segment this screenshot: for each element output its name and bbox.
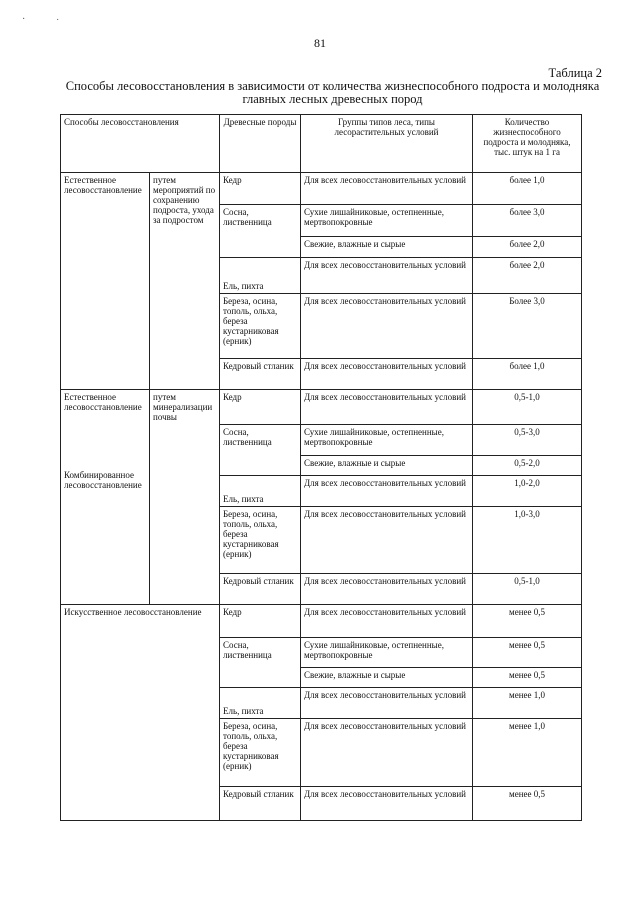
- species-cell: Ель, пихта: [220, 476, 301, 507]
- title-line-1: Способы лесовосстановления в зависимости от количества жизнеспособного подроста и молодняка: [65, 79, 600, 93]
- conditions-cell: Для всех лесовосстановительных условий: [301, 294, 473, 359]
- table-title: [60, 80, 605, 106]
- conditions-cell: Для всех лесовосстановительных условий: [301, 719, 473, 786]
- amount-cell: 0,5-1,0: [473, 573, 582, 604]
- amount-cell: 1,0-2,0: [473, 476, 582, 507]
- conditions-cell: Для всех лесовосстановительных условий: [301, 604, 473, 637]
- amount-cell: более 1,0: [473, 359, 582, 390]
- conditions-cell: Для всех лесовосстановительных условий: [301, 688, 473, 719]
- amount-cell: менее 0,5: [473, 786, 582, 820]
- species-cell: Кедровый стланик: [220, 573, 301, 604]
- conditions-cell: Для всех лесовосстановительных условий: [301, 573, 473, 604]
- amount-cell: 1,0-3,0: [473, 507, 582, 573]
- scan-speck: ·: [22, 14, 26, 25]
- amount-cell: менее 0,5: [473, 604, 582, 637]
- header-conditions: Группы типов леса, типы лесорастительных условий: [301, 115, 473, 173]
- conditions-cell: Сухие лишайниковые, остепненные, мертвопокровные: [301, 637, 473, 667]
- amount-cell: менее 0,5: [473, 667, 582, 688]
- table-header-row: [61, 115, 582, 173]
- amount-cell: 0,5-3,0: [473, 425, 582, 455]
- species-cell: Сосна, лиственница: [220, 425, 301, 476]
- method-label: Естественное лесовосстановление: [64, 392, 142, 413]
- method-cell: [61, 390, 150, 604]
- species-cell: Ель, пихта: [220, 688, 301, 719]
- amount-cell: 0,5-2,0: [473, 455, 582, 476]
- table-row: [61, 604, 582, 637]
- species-cell: Ель, пихта: [220, 257, 301, 293]
- amount-cell: 0,5-1,0: [473, 390, 582, 425]
- species-cell: Кедровый стланик: [220, 359, 301, 390]
- title-line-2: главных лесных древесных пород: [242, 92, 423, 106]
- species-cell: Береза, осина, тополь, ольха, береза кустарниковая (ерник): [220, 294, 301, 359]
- header-amount: Количество жизнеспособного подроста и молодняка, тыс. штук на 1 га: [473, 115, 582, 173]
- species-cell: Береза, осина, тополь, ольха, береза кустарниковая (ерник): [220, 507, 301, 573]
- species-cell: Береза, осина, тополь, ольха, береза кустарниковая (ерник): [220, 719, 301, 786]
- table-row: [61, 172, 582, 204]
- conditions-cell: Для всех лесовосстановительных условий: [301, 172, 473, 204]
- scan-speck: ˙: [56, 18, 60, 29]
- species-cell: Кедр: [220, 604, 301, 637]
- species-cell: Кедр: [220, 390, 301, 425]
- amount-cell: Более 3,0: [473, 294, 582, 359]
- amount-cell: более 2,0: [473, 237, 582, 258]
- amount-cell: более 1,0: [473, 172, 582, 204]
- amount-cell: менее 1,0: [473, 688, 582, 719]
- conditions-cell: Свежие, влажные и сырые: [301, 455, 473, 476]
- conditions-cell: Для всех лесовосстановительных условий: [301, 507, 473, 573]
- amount-cell: менее 0,5: [473, 637, 582, 667]
- method-extra-label: Комбинированное лесовосстановление: [64, 470, 142, 491]
- species-cell: Кедровый стланик: [220, 786, 301, 820]
- conditions-cell: Свежие, влажные и сырые: [301, 667, 473, 688]
- method-cell: Искусственное лесовосстановление: [61, 604, 220, 820]
- header-species: Древесные породы: [220, 115, 301, 173]
- sub-method-cell: путем мероприятий по сохранению подроста, ухода за подростом: [150, 172, 220, 389]
- species-cell: Сосна, лиственница: [220, 205, 301, 258]
- sub-method-cell: путем минерализации почвы: [150, 390, 220, 604]
- page-number: 81: [314, 36, 326, 50]
- amount-cell: более 3,0: [473, 205, 582, 237]
- conditions-cell: Для всех лесовосстановительных условий: [301, 359, 473, 390]
- reforestation-table: [60, 114, 582, 821]
- species-cell: Сосна, лиственница: [220, 637, 301, 688]
- table-label: Таблица 2: [548, 66, 602, 80]
- conditions-cell: Свежие, влажные и сырые: [301, 237, 473, 258]
- table-row: [61, 390, 582, 425]
- conditions-cell: Для всех лесовосстановительных условий: [301, 786, 473, 820]
- conditions-cell: Сухие лишайниковые, остепненные, мертвопокровные: [301, 425, 473, 455]
- species-cell: Кедр: [220, 172, 301, 204]
- conditions-cell: Для всех лесовосстановительных условий: [301, 476, 473, 507]
- method-cell: Естественное лесовосстановление: [61, 172, 150, 389]
- header-method: Способы лесовосстановления: [61, 115, 220, 173]
- amount-cell: более 2,0: [473, 257, 582, 293]
- conditions-cell: Сухие лишайниковые, остепненные, мертвопокровные: [301, 205, 473, 237]
- conditions-cell: Для всех лесовосстановительных условий: [301, 390, 473, 425]
- amount-cell: менее 1,0: [473, 719, 582, 786]
- conditions-cell: Для всех лесовосстановительных условий: [301, 257, 473, 293]
